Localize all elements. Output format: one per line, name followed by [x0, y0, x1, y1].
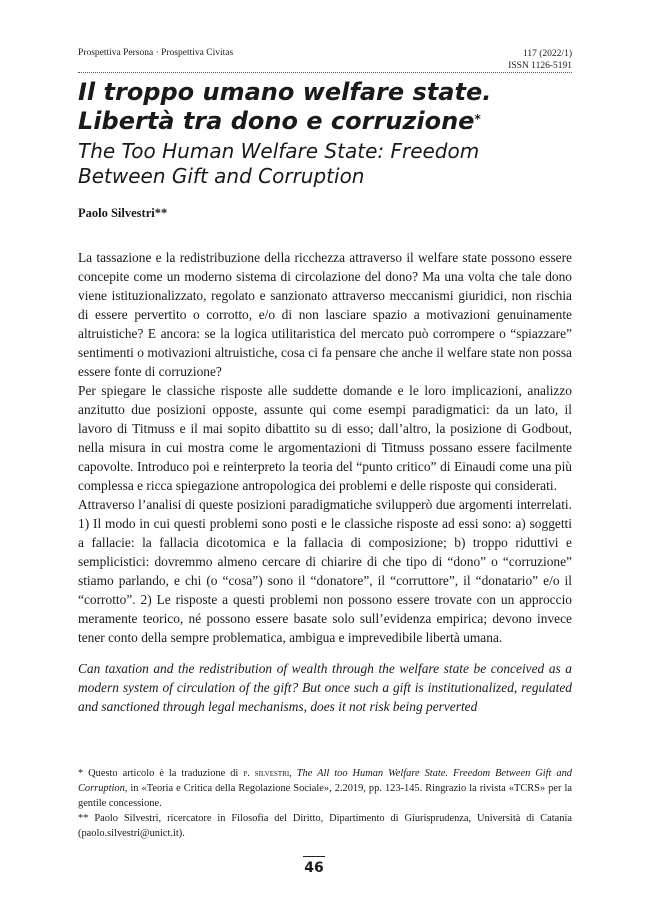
footnote-author-affiliation: ** Paolo Silvestri, ricercatore in Filosofia del Diritto, Dipartimento di Giurisprudenza, Università di Catania (paolo.silvestri@unict.it).: [78, 813, 572, 839]
abstract-paragraph: La tassazione e la redistribuzione della ricchezza attraverso il welfare state possono essere concepite come un moderno sistema di circolazione del dono? Ma una volta che tale dono viene istituzionalizzato, regolato e sanzionato attraverso meccanismi giuridici, non rischia di essere pervertito o corrotto, e/o di non lasciare spazio a motivazioni genuinamente altruistiche? E ancora: se la logica utilitaristica del mercato può corrompere o “spiazzare” sentimenti o motivazioni altruistiche, cosa ci fa pensare che anche il welfare state non possa essere fonte di corruzione?: [78, 250, 572, 379]
page-number-rule: [303, 856, 325, 857]
page-number: 46: [304, 860, 324, 876]
header-divider: [78, 72, 572, 73]
footnote-prefix: * Questo articolo è la traduzione di: [78, 768, 239, 779]
abstract-paragraph: Per spiegare le classiche risposte alle suddette domande e le loro implicazioni, analizzo anzitutto due posizioni opposte, assunte qui come esempi paradigmatici: da un lato, il lavoro di Titmuss e il mai sopito dibattito su di esso; dall’altro, la posizione di Godbout, nella misura in cui mostra come le argomentazioni di Titmuss possano essere facilmente capovolte. Introduco poi e reinterpreto la teoria del “punto critico” di Einaudi come una più complessa e ricca spiegazione antropologica dei problemi e delle risposte qui considerati.: [78, 383, 572, 493]
footnote-work-title: The All too Human Welfare State. Freedom Between Gift and Corruption: [78, 768, 572, 794]
issue-number: 117 (2022/1): [523, 49, 572, 59]
title-english: The Too Human Welfare State: Freedom Between Gift and Corruption: [78, 139, 480, 188]
issue-info: [508, 48, 572, 72]
author-name: Paolo Silvestri**: [78, 206, 168, 220]
abstract-italian: [78, 248, 572, 647]
issn: ISSN 1126-5191: [508, 61, 572, 71]
journal-name: Prospettiva Persona · Prospettiva Civitas: [78, 48, 234, 58]
abstract-english: Can taxation and the redistribution of wealth through the welfare state be conceived as a modern system of circulation of the gift? But once such a gift is institutionalized, regulated and sanctioned through legal mechanisms, does it not risk being perverted: [78, 661, 572, 714]
abstract-paragraph: Attraverso l’analisi di queste posizioni paradigmatiche svilupperò due argomenti interrelati. 1) Il modo in cui questi problemi sono posti e le classiche risposte ad essi sono: a) soggetti a fallacie: la fallacia dicotomica e la fallacia di composizione; b) troppo riduttivi e semplicistici: dovremmo almeno cercare di chiarire di che tipo di “dono” o “corruzione” stiamo parlando, e chi (o “cosa”) sono il “donatore”, il “corruttore”, il “donatario” e/o il “corrotto”. 2) Le risposte a questi problemi non possono essere trovate con un approccio meramente teorico, né possono essere basate solo sull’evidenza empirica; devono invece tener conto della sempre problematica, ambigua e imprevedibile libertà umana.: [78, 497, 572, 645]
title-italian-text: Il troppo umano welfare state. Libertà tra dono e corruzione: [78, 78, 492, 135]
footnotes: [78, 766, 572, 841]
footnote-suffix: , in «Teoria e Critica della Regolazione Sociale», 2.2019, pp. 123-145. Ringrazio la rivista «TCRS» per la gentile concessione.: [78, 783, 572, 809]
footnote-translation: [78, 766, 572, 811]
footnote-separator: ,: [289, 768, 292, 779]
title-footnote-mark: *: [474, 112, 481, 126]
footnote-author: p. silvestri: [243, 768, 290, 779]
title-italian: [78, 78, 572, 136]
